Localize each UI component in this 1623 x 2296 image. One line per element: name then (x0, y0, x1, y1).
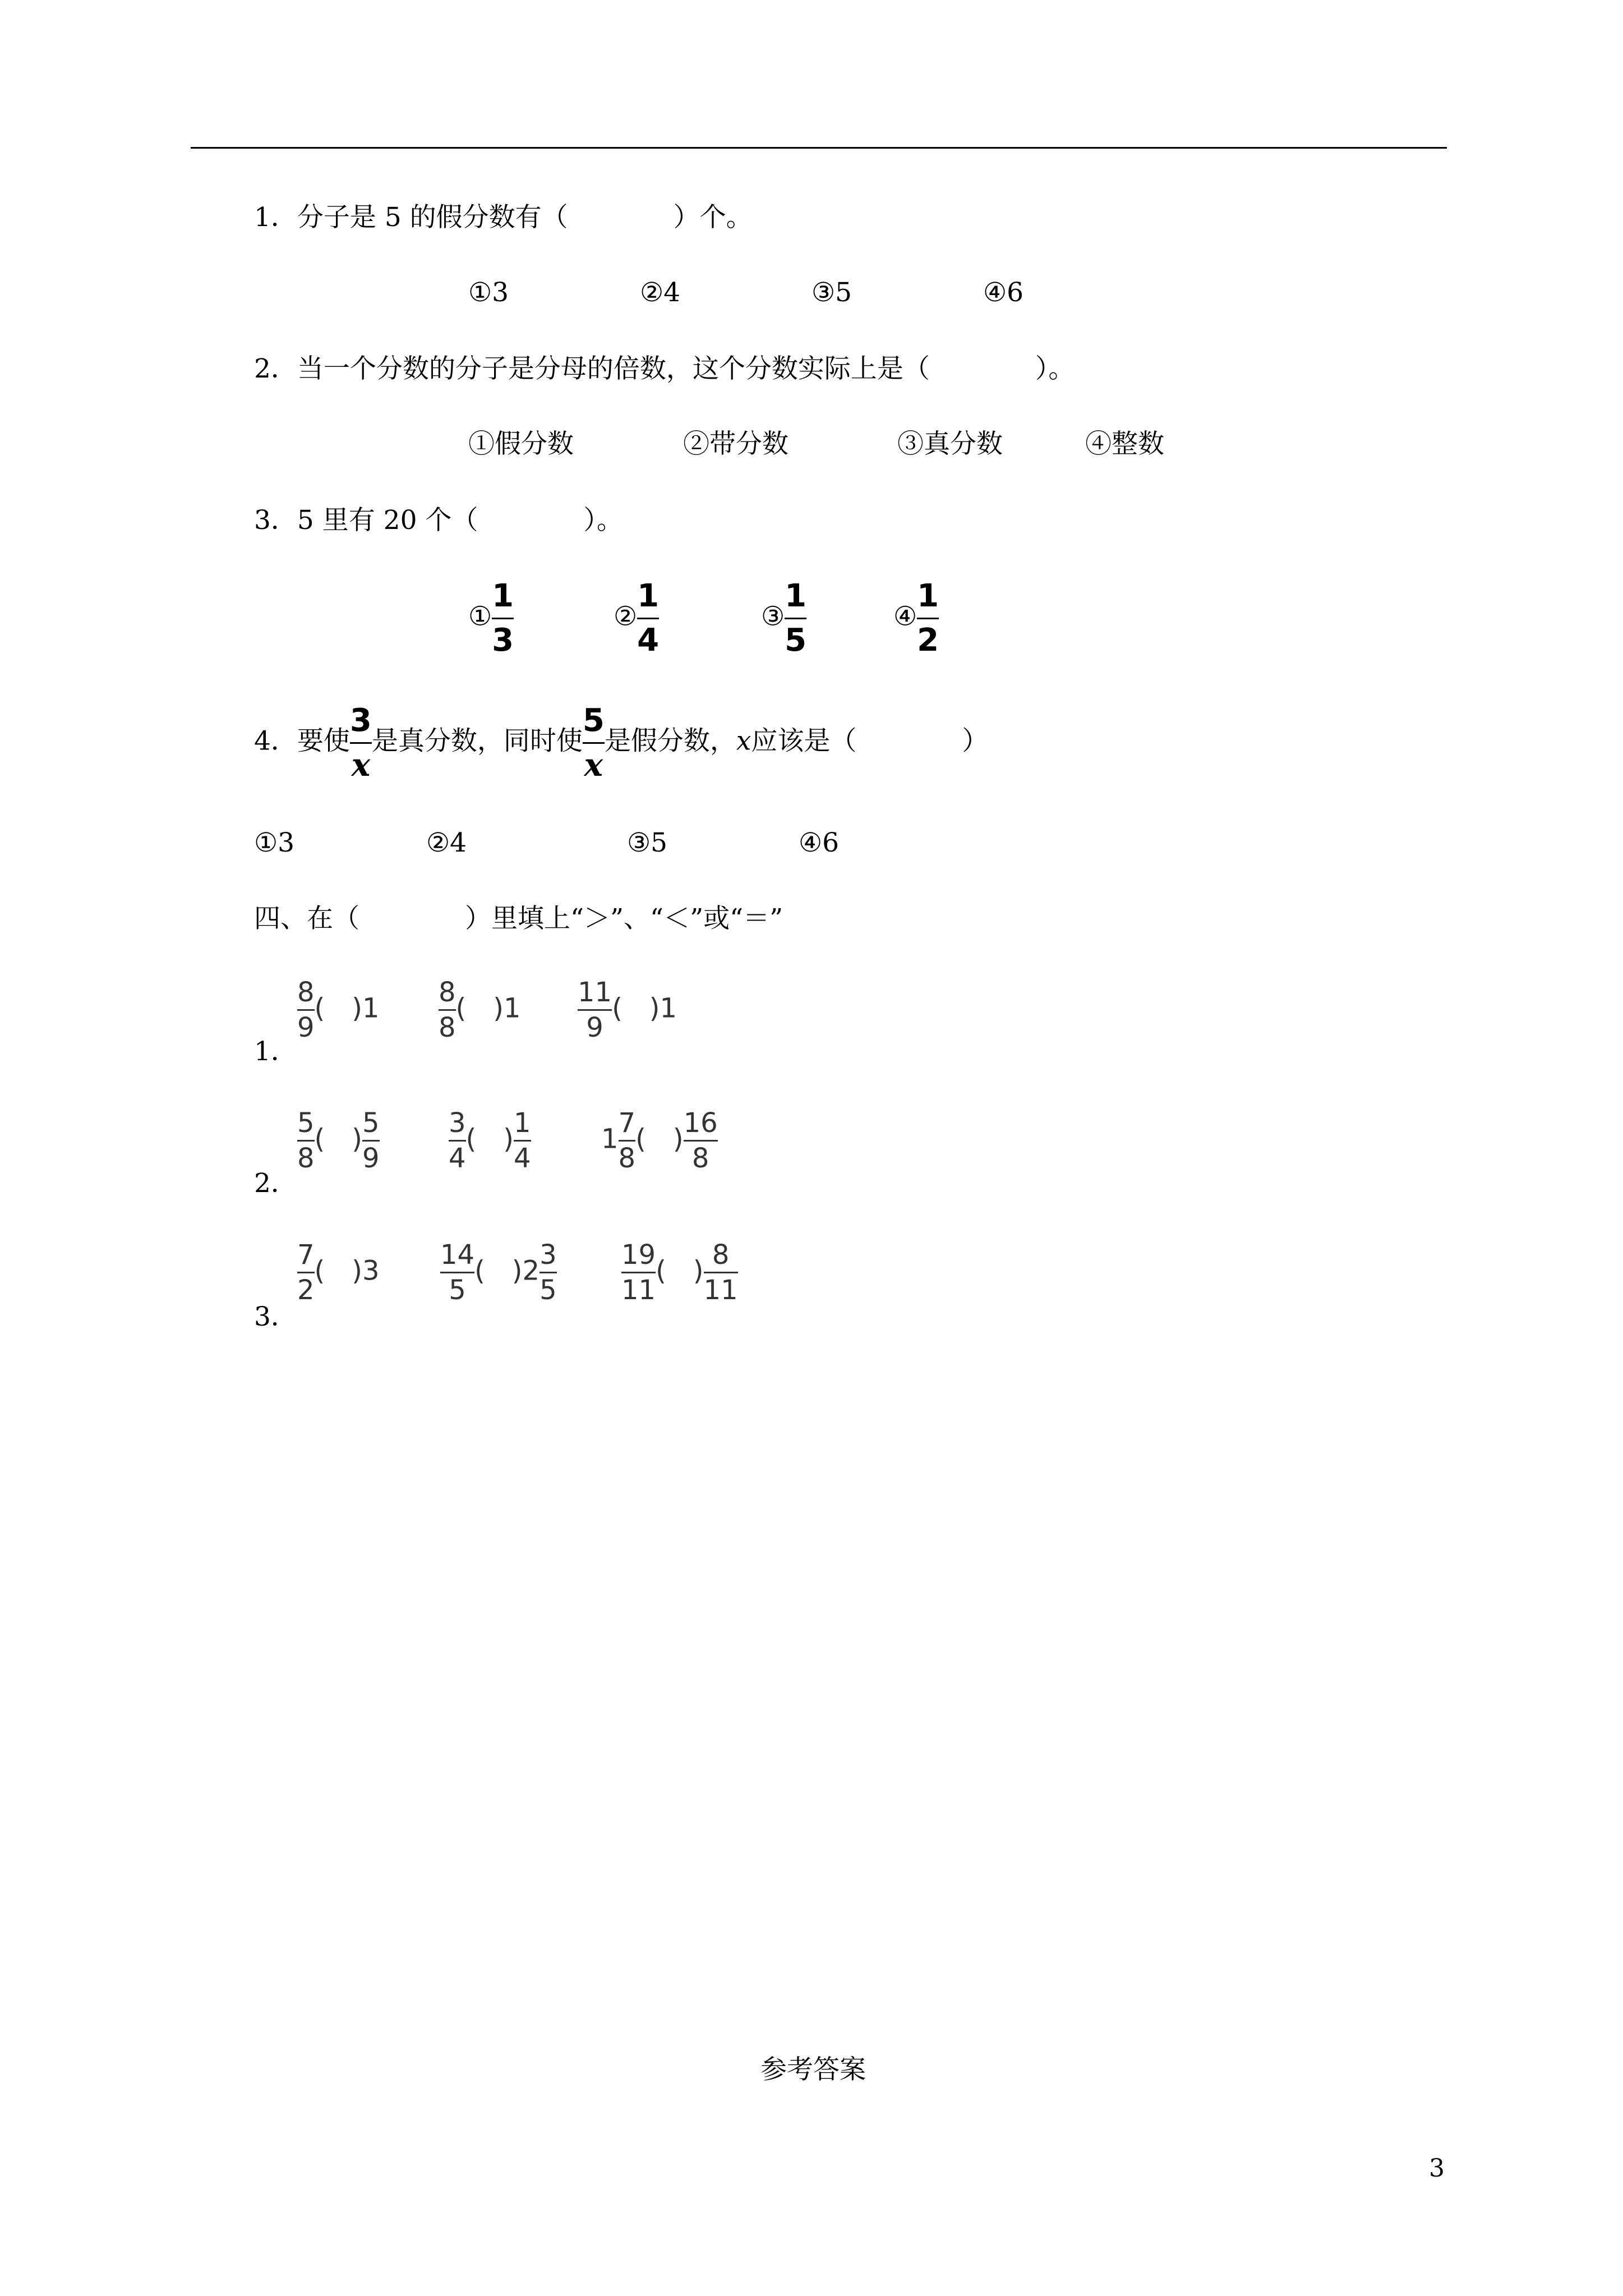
question-3-stem: 3．5 里有 20 个（ ）。 (254, 505, 623, 536)
numerator: 11 (578, 977, 612, 1008)
question-4-suffix-a: 是假分数， (604, 725, 736, 757)
numerator: 8 (439, 977, 456, 1008)
fraction (578, 979, 612, 1041)
question-1-option-3: ③5 (811, 277, 852, 308)
fraction (618, 1107, 636, 1174)
whole-part: 2 (522, 1255, 540, 1287)
compare-value: 1 (362, 992, 380, 1024)
fraction (297, 1241, 315, 1304)
denominator: 5 (785, 622, 807, 659)
question-4-option-2: ②4 (426, 827, 467, 858)
denominator: 3 (492, 622, 514, 659)
numerator: 5 (297, 1107, 315, 1139)
question-1-option-4: ④6 (983, 277, 1024, 308)
denominator: 9 (297, 1012, 315, 1043)
denominator: 2 (917, 622, 939, 659)
denominator: 9 (586, 1012, 603, 1043)
fraction (637, 578, 660, 659)
compare-row-3-item-2 (440, 1241, 557, 1304)
option-mark: ③ (761, 601, 785, 632)
question-4-middle: 是真分数，同时使 (371, 725, 583, 757)
question-4-suffix-b: 应该是（ ） (751, 725, 989, 757)
fraction (492, 578, 514, 659)
numerator: 1 (514, 1107, 531, 1139)
numerator: 19 (621, 1239, 656, 1271)
denominator: x (351, 747, 371, 784)
fraction (540, 1241, 557, 1304)
answer-blank[interactable]: ( ) (465, 1123, 514, 1155)
numerator: 1 (637, 578, 660, 614)
denominator: 4 (514, 1143, 531, 1174)
numerator: 3 (540, 1239, 557, 1271)
fraction (514, 1107, 531, 1174)
question-2-option-4: ④整数 (1085, 429, 1164, 459)
compare-row-2-label: 2． (254, 1168, 297, 1199)
numerator: 8 (712, 1239, 730, 1271)
question-4-prefix: 4．要使 (254, 725, 350, 757)
fraction (440, 1241, 474, 1304)
fraction (449, 1107, 466, 1174)
answer-blank[interactable]: ( ) (314, 1123, 363, 1155)
numerator: 5 (362, 1107, 380, 1139)
compare-row-3-label: 3． (254, 1301, 297, 1332)
numerator: 3 (449, 1107, 466, 1139)
denominator: x (584, 747, 603, 784)
compare-row-2-item-2 (449, 1107, 531, 1174)
compare-row-1-item-1 (297, 979, 380, 1041)
denominator: 5 (540, 1274, 557, 1306)
denominator: 2 (297, 1274, 315, 1306)
question-3-option-4 (893, 578, 939, 659)
question-2-option-1: ①假分数 (468, 429, 574, 459)
question-3-option-2 (614, 578, 660, 659)
answer-blank[interactable]: ( ) (612, 992, 660, 1024)
question-4-stem (254, 702, 989, 784)
fraction-3-over-x (349, 702, 372, 784)
question-3-option-3 (761, 578, 807, 659)
compare-value: 1 (660, 992, 677, 1024)
whole-part: 1 (601, 1123, 619, 1155)
question-4-option-1: ①3 (254, 827, 295, 858)
fraction (439, 979, 456, 1041)
question-2-option-3: ③真分数 (897, 429, 1003, 459)
denominator: 8 (297, 1143, 315, 1174)
compare-value: 3 (362, 1255, 380, 1287)
answer-blank[interactable]: ( ) (656, 1255, 704, 1287)
denominator: 11 (703, 1274, 738, 1306)
compare-row-1-label: 1． (254, 1036, 297, 1067)
option-mark: ① (468, 601, 492, 632)
fraction (917, 578, 939, 659)
denominator: 8 (618, 1143, 636, 1174)
fraction (704, 1241, 738, 1304)
fraction (362, 1107, 380, 1174)
question-2-option-2: ②带分数 (683, 429, 789, 459)
section-4-heading: 四、在（ ）里填上“＞”、“＜”或“＝” (254, 903, 783, 934)
numerator: 1 (492, 578, 514, 614)
numerator: 14 (440, 1239, 475, 1271)
fraction (683, 1107, 718, 1174)
answer-blank[interactable]: ( ) (314, 992, 363, 1024)
denominator: 4 (637, 622, 660, 659)
fraction (297, 1107, 315, 1174)
answer-blank[interactable]: ( ) (314, 1255, 363, 1287)
answer-blank[interactable]: ( ) (474, 1255, 523, 1287)
variable-x: x (736, 725, 751, 757)
compare-row-1-item-3 (578, 979, 677, 1041)
numerator: 7 (618, 1107, 636, 1139)
compare-value: 1 (504, 992, 521, 1024)
question-3-option-1 (468, 578, 514, 659)
compare-row-2-item-3 (601, 1107, 718, 1174)
numerator: 7 (297, 1239, 315, 1271)
answer-blank[interactable]: ( ) (635, 1123, 684, 1155)
option-mark: ② (614, 601, 638, 632)
question-1-option-2: ②4 (640, 277, 681, 308)
fraction (621, 1241, 656, 1304)
question-2-stem: 2．当一个分数的分子是分母的倍数，这个分数实际上是（ ）。 (254, 353, 1075, 384)
compare-row-2-item-1 (297, 1107, 380, 1174)
denominator: 5 (449, 1274, 466, 1306)
compare-row-3-item-1 (297, 1241, 380, 1304)
answer-blank[interactable]: ( ) (455, 992, 504, 1024)
numerator: 8 (297, 977, 315, 1008)
question-4-option-4: ④6 (799, 827, 840, 858)
denominator: 9 (362, 1143, 380, 1174)
question-4-option-3: ③5 (627, 827, 668, 858)
denominator: 11 (621, 1274, 656, 1306)
header-rule (191, 147, 1447, 149)
numerator: 5 (582, 702, 605, 739)
numerator: 3 (349, 702, 372, 739)
page-number: 3 (1429, 2154, 1445, 2183)
numerator: 16 (683, 1107, 718, 1139)
compare-row-1-item-2 (439, 979, 521, 1041)
numerator: 1 (785, 578, 807, 614)
denominator: 4 (449, 1143, 466, 1174)
option-mark: ④ (893, 601, 917, 632)
numerator: 1 (917, 578, 939, 614)
fraction-5-over-x (582, 702, 605, 784)
denominator: 8 (439, 1012, 456, 1043)
compare-row-3-item-3 (621, 1241, 738, 1304)
question-1-option-1: ①3 (468, 277, 509, 308)
denominator: 8 (691, 1143, 709, 1174)
fraction (297, 979, 315, 1041)
answer-key-title: 参考答案 (760, 2054, 866, 2085)
question-1-stem: 1．分子是 5 的假分数有（ ）个。 (254, 202, 753, 233)
fraction (785, 578, 807, 659)
